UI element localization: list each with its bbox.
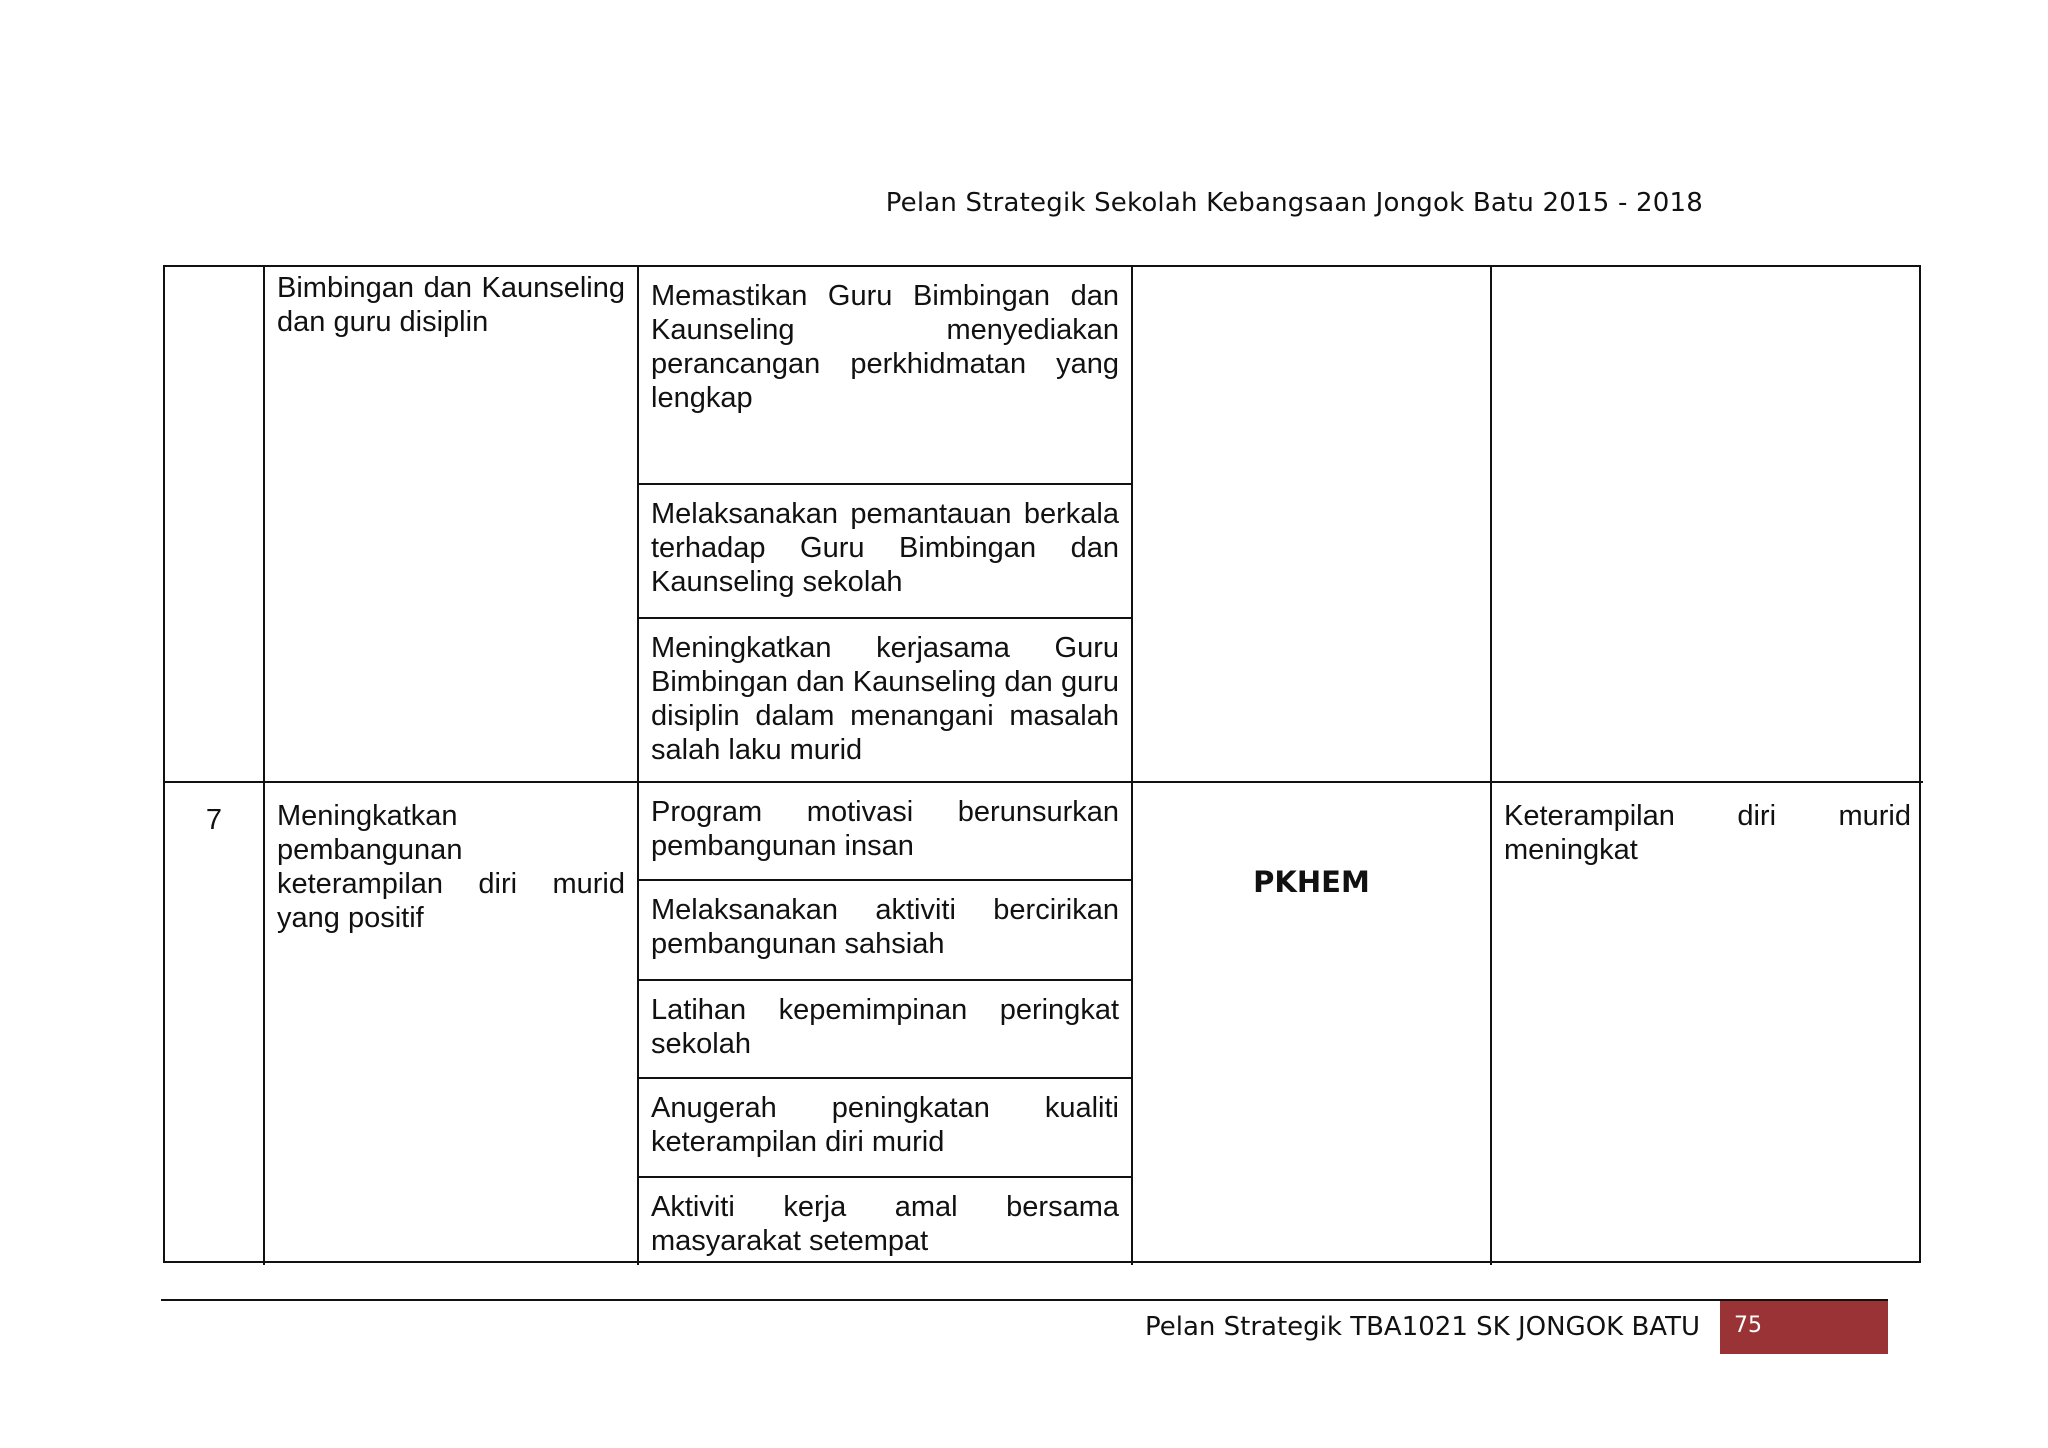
page-header-title: Pelan Strategik Sekolah Kebangsaan Jongok Batu 2015 - 2018 [885,188,1703,218]
row-number-cell [165,783,265,1265]
page-number: 75 [1734,1313,1762,1338]
footer-title: Pelan Strategik TBA1021 SK JONGOK BATU [1145,1312,1700,1342]
activity-item: Latihan kepemimpinan peringkat sekolah [639,981,1131,1079]
activities-cell [639,783,1133,1265]
row-number: 7 [205,804,223,836]
row-number-cell [165,267,265,783]
outcome-cell: Keterampilan diri murid meningkat [1504,800,1911,866]
objective-cell: Bimbingan dan Kaunseling dan guru disiplin [265,267,639,783]
activity-item: Program motivasi berunsurkan pembangunan insan [639,783,1131,881]
activity-item: Melaksanakan aktiviti bercirikan pembangunan sahsiah [639,881,1131,981]
responsible-cell [1133,783,1492,1265]
responsible-unit: PKHEM [1253,865,1370,899]
activity-item: Melaksanakan pemantauan berkala terhadap Guru Bimbingan dan Kaunseling sekolah [639,485,1131,619]
strategy-table [163,265,1921,1263]
page-number-badge [1720,1301,1888,1354]
row-number [165,267,263,287]
activity-item: Memastikan Guru Bimbingan dan Kaunseling menyediakan perancangan perkhidmatan yang lengkap [639,267,1131,485]
activity-item: Aktiviti kerja amal bersama masyarakat setempat [651,1191,1119,1257]
outcome-cell [1492,267,1923,783]
responsible-unit [1133,267,1490,349]
activities-cell [639,267,1133,783]
activity-item: Meningkatkan kerjasama Guru Bimbingan dan Kaunseling dan guru disiplin dalam menangani masalah salah laku murid [651,632,1119,766]
objective-cell: Meningkatkan pembangunan keterampilan diri murid yang positif [265,783,639,1265]
responsible-cell [1133,267,1492,783]
activity-item: Anugerah peningkatan kualiti keterampilan diri murid [639,1079,1131,1178]
footer-divider [161,1299,1888,1301]
